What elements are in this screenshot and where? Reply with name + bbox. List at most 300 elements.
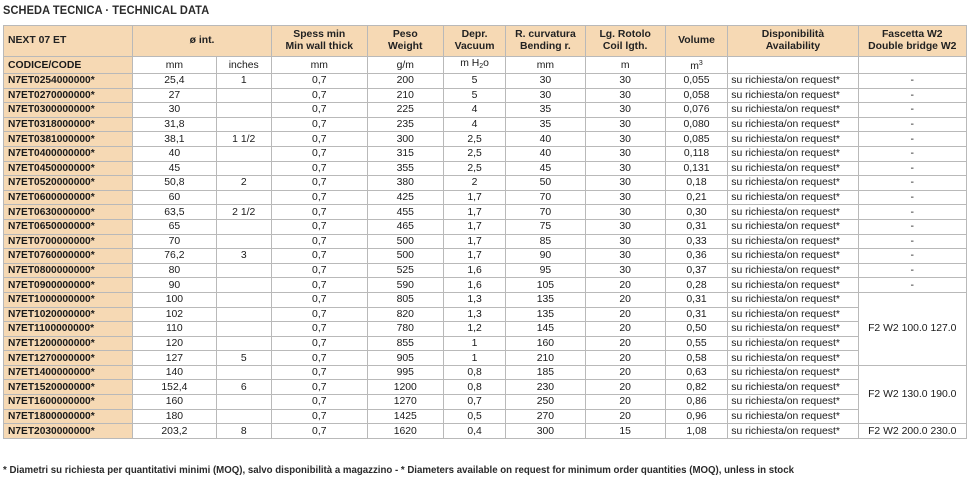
- availability: su richiesta/on request*: [728, 146, 858, 161]
- wall-header-en: Min wall thick: [285, 41, 354, 52]
- bending-radius: 135: [506, 292, 585, 307]
- diameter-inches: [216, 161, 271, 176]
- availability: su richiesta/on request*: [728, 132, 858, 147]
- table-row: [4, 409, 967, 424]
- wall-header-it: Spess min: [293, 29, 346, 40]
- wall-thickness: 0,7: [271, 103, 367, 118]
- bending-radius: 270: [506, 409, 585, 424]
- bridge-band: F2 W2 130.0 190.0: [858, 365, 966, 423]
- vacuum: 0,7: [443, 395, 506, 410]
- vacuum: 1,2: [443, 322, 506, 337]
- product-code: N7ET1000000000*: [4, 292, 133, 307]
- weight: 500: [367, 234, 443, 249]
- coil-length: 30: [585, 146, 665, 161]
- double-bridge: -: [858, 249, 966, 264]
- product-code: N7ET1100000000*: [4, 322, 133, 337]
- volume: 0,080: [665, 117, 728, 132]
- availability: su richiesta/on request*: [728, 176, 858, 191]
- product-code: N7ET0254000000*: [4, 74, 133, 89]
- table-row: [4, 88, 967, 103]
- units-row: [4, 57, 967, 74]
- volume: 0,30: [665, 205, 728, 220]
- weight: 210: [367, 88, 443, 103]
- weight: 355: [367, 161, 443, 176]
- unit-vacuum: [443, 57, 506, 74]
- table-row: [4, 146, 967, 161]
- unit-inches: inches: [216, 57, 271, 74]
- bending-radius: 145: [506, 322, 585, 337]
- wall-thickness: 0,7: [271, 132, 367, 147]
- product-code: N7ET1520000000*: [4, 380, 133, 395]
- double-bridge: -: [858, 146, 966, 161]
- vacuum: 1,7: [443, 190, 506, 205]
- volume: 0,076: [665, 103, 728, 118]
- diameter-mm: 63,5: [133, 205, 216, 220]
- coil-length: 20: [585, 336, 665, 351]
- vacuum-header-it: Depr.: [461, 29, 488, 40]
- vacuum: 2: [443, 176, 506, 191]
- product-code: N7ET0600000000*: [4, 190, 133, 205]
- vacuum: 1,6: [443, 263, 506, 278]
- header-row: [4, 26, 967, 57]
- coil-length: 20: [585, 395, 665, 410]
- wall-thickness: 0,7: [271, 176, 367, 191]
- diameter-inches: [216, 395, 271, 410]
- availability: su richiesta/on request*: [728, 161, 858, 176]
- coil-length: 20: [585, 322, 665, 337]
- product-code: N7ET0400000000*: [4, 146, 133, 161]
- weight: 465: [367, 219, 443, 234]
- bending-radius: 35: [506, 103, 585, 118]
- diameter-inches: 3: [216, 249, 271, 264]
- availability-header-en: Availability: [765, 41, 821, 52]
- coil-header: [585, 26, 665, 57]
- volume: 0,82: [665, 380, 728, 395]
- table-row: [4, 190, 967, 205]
- diameter-mm: 140: [133, 365, 216, 380]
- product-code: N7ET1600000000*: [4, 395, 133, 410]
- vacuum: 1,7: [443, 249, 506, 264]
- diameter-mm: 30: [133, 103, 216, 118]
- product-code: N7ET1400000000*: [4, 365, 133, 380]
- wall-thickness: 0,7: [271, 380, 367, 395]
- vacuum: 5: [443, 74, 506, 89]
- volume: 0,085: [665, 132, 728, 147]
- unit-wall: mm: [271, 57, 367, 74]
- coil-length: 30: [585, 88, 665, 103]
- volume: 0,21: [665, 190, 728, 205]
- double-bridge: -: [858, 74, 966, 89]
- availability: su richiesta/on request*: [728, 292, 858, 307]
- bending-radius: 300: [506, 424, 585, 439]
- diameter-inches: [216, 292, 271, 307]
- product-code: N7ET0630000000*: [4, 205, 133, 220]
- product-header: NEXT 07 ET: [4, 26, 133, 57]
- vacuum: 2,5: [443, 132, 506, 147]
- volume: 1,08: [665, 424, 728, 439]
- unit-bending: mm: [506, 57, 585, 74]
- table-row: [4, 380, 967, 395]
- diameter-inches: 8: [216, 424, 271, 439]
- weight: 905: [367, 351, 443, 366]
- product-code: N7ET2030000000*: [4, 424, 133, 439]
- availability: su richiesta/on request*: [728, 409, 858, 424]
- diameter-inches: 1 1/2: [216, 132, 271, 147]
- weight-header-it: Peso: [392, 29, 418, 40]
- diameter-mm: 25,4: [133, 74, 216, 89]
- vacuum: 0,5: [443, 409, 506, 424]
- coil-length: 20: [585, 307, 665, 322]
- diameter-mm: 160: [133, 395, 216, 410]
- vacuum: 1,7: [443, 205, 506, 220]
- volume: 0,118: [665, 146, 728, 161]
- diameter-inches: [216, 117, 271, 132]
- double-bridge: -: [858, 176, 966, 191]
- availability: su richiesta/on request*: [728, 249, 858, 264]
- availability: su richiesta/on request*: [728, 263, 858, 278]
- diameter-mm: 70: [133, 234, 216, 249]
- weight: 235: [367, 117, 443, 132]
- double-bridge: -: [858, 234, 966, 249]
- diameter-inches: [216, 88, 271, 103]
- table-row: [4, 132, 967, 147]
- coil-length: 30: [585, 263, 665, 278]
- diameter-inches: [216, 365, 271, 380]
- vacuum-header: [443, 26, 506, 57]
- bending-radius: 250: [506, 395, 585, 410]
- diameter-mm: 45: [133, 161, 216, 176]
- volume: 0,96: [665, 409, 728, 424]
- volume-header: Volume: [665, 26, 728, 57]
- table-row: [4, 205, 967, 220]
- wall-thickness: 0,7: [271, 117, 367, 132]
- technical-data-table: [3, 25, 967, 439]
- unit-volume-sup: 3: [698, 60, 703, 67]
- diameter-inches: 5: [216, 351, 271, 366]
- coil-header-en: Coil lgth.: [602, 41, 648, 52]
- vacuum: 5: [443, 88, 506, 103]
- weight: 805: [367, 292, 443, 307]
- diameter-mm: 40: [133, 146, 216, 161]
- diameter-mm: 27: [133, 88, 216, 103]
- code-column-label: CODICE/CODE: [4, 57, 133, 74]
- diameter-mm: 76,2: [133, 249, 216, 264]
- table-row: [4, 395, 967, 410]
- product-code: N7ET1200000000*: [4, 336, 133, 351]
- availability-header-it: Disponibilità: [761, 29, 825, 40]
- product-code: N7ET0900000000*: [4, 278, 133, 293]
- availability: su richiesta/on request*: [728, 117, 858, 132]
- diameter-mm: 50,8: [133, 176, 216, 191]
- volume: 0,55: [665, 336, 728, 351]
- vacuum: 1,3: [443, 307, 506, 322]
- double-bridge: -: [858, 190, 966, 205]
- wall-thickness: 0,7: [271, 292, 367, 307]
- diameter-mm: 38,1: [133, 132, 216, 147]
- weight: 315: [367, 146, 443, 161]
- wall-header: [271, 26, 367, 57]
- availability-header: [728, 26, 858, 57]
- wall-thickness: 0,7: [271, 219, 367, 234]
- diameter-inches: 2 1/2: [216, 205, 271, 220]
- double-bridge: -: [858, 205, 966, 220]
- bending-radius: 95: [506, 263, 585, 278]
- availability: su richiesta/on request*: [728, 205, 858, 220]
- coil-length: 30: [585, 205, 665, 220]
- coil-length: 30: [585, 74, 665, 89]
- weight-header: [367, 26, 443, 57]
- availability: su richiesta/on request*: [728, 74, 858, 89]
- diameter-mm: 100: [133, 292, 216, 307]
- diameter-inches: [216, 190, 271, 205]
- diameter-mm: 65: [133, 219, 216, 234]
- coil-length: 30: [585, 234, 665, 249]
- volume: 0,31: [665, 292, 728, 307]
- unit-volume: [665, 57, 728, 74]
- weight: 425: [367, 190, 443, 205]
- weight: 1620: [367, 424, 443, 439]
- coil-length: 30: [585, 190, 665, 205]
- double-bridge: -: [858, 161, 966, 176]
- unit-volume-base: m: [690, 61, 699, 72]
- double-bridge: F2 W2 200.0 230.0: [858, 424, 966, 439]
- availability: su richiesta/on request*: [728, 307, 858, 322]
- sheet-title: SCHEDA TECNICA · TECHNICAL DATA: [3, 3, 210, 17]
- availability: su richiesta/on request*: [728, 88, 858, 103]
- wall-thickness: 0,7: [271, 88, 367, 103]
- vacuum: 1,7: [443, 234, 506, 249]
- bridge-header-it: Fascetta W2: [881, 29, 943, 40]
- product-code: N7ET0450000000*: [4, 161, 133, 176]
- wall-thickness: 0,7: [271, 161, 367, 176]
- vacuum-header-en: Vacuum: [454, 41, 495, 52]
- vacuum: 1: [443, 351, 506, 366]
- coil-length: 30: [585, 249, 665, 264]
- availability: su richiesta/on request*: [728, 424, 858, 439]
- bridge-header-en: Double bridge W2: [868, 41, 957, 52]
- product-code: N7ET0760000000*: [4, 249, 133, 264]
- bending-header-en: Bending r.: [520, 41, 571, 52]
- availability: su richiesta/on request*: [728, 351, 858, 366]
- volume: 0,28: [665, 278, 728, 293]
- availability: su richiesta/on request*: [728, 278, 858, 293]
- volume: 0,37: [665, 263, 728, 278]
- diameter-mm: 90: [133, 278, 216, 293]
- diameter-inches: [216, 103, 271, 118]
- availability: su richiesta/on request*: [728, 336, 858, 351]
- vacuum: 1,6: [443, 278, 506, 293]
- weight: 1200: [367, 380, 443, 395]
- product-code: N7ET0700000000*: [4, 234, 133, 249]
- product-code: N7ET0650000000*: [4, 219, 133, 234]
- diameter-inches: [216, 278, 271, 293]
- volume: 0,058: [665, 88, 728, 103]
- vacuum: 2,5: [443, 146, 506, 161]
- table-row: [4, 103, 967, 118]
- coil-length: 15: [585, 424, 665, 439]
- table-row: [4, 365, 967, 380]
- coil-length: 20: [585, 380, 665, 395]
- double-bridge: -: [858, 88, 966, 103]
- table-row: [4, 234, 967, 249]
- table-row: [4, 292, 967, 307]
- vacuum: 1: [443, 336, 506, 351]
- table-row: [4, 424, 967, 439]
- unit-availability: [728, 57, 858, 74]
- coil-length: 20: [585, 292, 665, 307]
- availability: su richiesta/on request*: [728, 103, 858, 118]
- double-bridge: -: [858, 132, 966, 147]
- diameter-inches: [216, 263, 271, 278]
- wall-thickness: 0,7: [271, 307, 367, 322]
- diameter-mm: 152,4: [133, 380, 216, 395]
- volume: 0,31: [665, 219, 728, 234]
- bending-radius: 85: [506, 234, 585, 249]
- bending-radius: 75: [506, 219, 585, 234]
- table-row: [4, 336, 967, 351]
- availability: su richiesta/on request*: [728, 322, 858, 337]
- table-row: [4, 176, 967, 191]
- unit-vacuum-base: m H: [460, 58, 480, 69]
- bending-radius: 210: [506, 351, 585, 366]
- weight: 780: [367, 322, 443, 337]
- volume: 0,50: [665, 322, 728, 337]
- unit-mm: mm: [133, 57, 216, 74]
- wall-thickness: 0,7: [271, 351, 367, 366]
- wall-thickness: 0,7: [271, 336, 367, 351]
- coil-length: 20: [585, 365, 665, 380]
- table-row: [4, 263, 967, 278]
- unit-vacuum-tail: o: [483, 58, 489, 69]
- volume: 0,055: [665, 74, 728, 89]
- product-code: N7ET0520000000*: [4, 176, 133, 191]
- volume: 0,18: [665, 176, 728, 191]
- bending-radius: 90: [506, 249, 585, 264]
- diameter-mm: 60: [133, 190, 216, 205]
- coil-length: 30: [585, 117, 665, 132]
- weight: 1270: [367, 395, 443, 410]
- double-bridge: -: [858, 278, 966, 293]
- availability: su richiesta/on request*: [728, 380, 858, 395]
- bending-radius: 50: [506, 176, 585, 191]
- table-row: [4, 322, 967, 337]
- coil-length: 20: [585, 409, 665, 424]
- wall-thickness: 0,7: [271, 365, 367, 380]
- wall-thickness: 0,7: [271, 278, 367, 293]
- table-row: [4, 278, 967, 293]
- bending-radius: 30: [506, 88, 585, 103]
- diameter-inches: 6: [216, 380, 271, 395]
- availability: su richiesta/on request*: [728, 395, 858, 410]
- volume: 0,36: [665, 249, 728, 264]
- diameter-inches: [216, 219, 271, 234]
- table-row: [4, 249, 967, 264]
- diameter-mm: 102: [133, 307, 216, 322]
- product-code: N7ET0270000000*: [4, 88, 133, 103]
- coil-length: 30: [585, 176, 665, 191]
- weight-header-en: Weight: [388, 41, 423, 52]
- diameter-mm: 110: [133, 322, 216, 337]
- table-row: [4, 74, 967, 89]
- vacuum: 4: [443, 103, 506, 118]
- wall-thickness: 0,7: [271, 234, 367, 249]
- bending-radius: 160: [506, 336, 585, 351]
- product-code: N7ET1800000000*: [4, 409, 133, 424]
- bending-radius: 70: [506, 205, 585, 220]
- bending-radius: 40: [506, 132, 585, 147]
- vacuum: 0,8: [443, 380, 506, 395]
- wall-thickness: 0,7: [271, 146, 367, 161]
- diameter-mm: 80: [133, 263, 216, 278]
- bending-radius: 30: [506, 74, 585, 89]
- footnote: * Diametri su richiesta per quantitativi minimi (MOQ), salvo disponibilità a magazzino - * Diameters available on request for minimum order quantities (MOQ), unless in stock: [3, 465, 794, 476]
- volume: 0,131: [665, 161, 728, 176]
- table-row: [4, 117, 967, 132]
- product-code: N7ET0381000000*: [4, 132, 133, 147]
- weight: 995: [367, 365, 443, 380]
- availability: su richiesta/on request*: [728, 219, 858, 234]
- bending-radius: 230: [506, 380, 585, 395]
- availability: su richiesta/on request*: [728, 365, 858, 380]
- wall-thickness: 0,7: [271, 190, 367, 205]
- availability: su richiesta/on request*: [728, 190, 858, 205]
- double-bridge: -: [858, 219, 966, 234]
- weight: 455: [367, 205, 443, 220]
- product-code: N7ET0318000000*: [4, 117, 133, 132]
- table-row: [4, 351, 967, 366]
- double-bridge: -: [858, 103, 966, 118]
- coil-length: 30: [585, 161, 665, 176]
- diameter-mm: 127: [133, 351, 216, 366]
- wall-thickness: 0,7: [271, 322, 367, 337]
- product-code: N7ET0800000000*: [4, 263, 133, 278]
- vacuum: 2,5: [443, 161, 506, 176]
- wall-thickness: 0,7: [271, 424, 367, 439]
- weight: 855: [367, 336, 443, 351]
- weight: 200: [367, 74, 443, 89]
- bending-radius: 35: [506, 117, 585, 132]
- product-code: N7ET1020000000*: [4, 307, 133, 322]
- wall-thickness: 0,7: [271, 263, 367, 278]
- wall-thickness: 0,7: [271, 409, 367, 424]
- bridge-header: [858, 26, 966, 57]
- wall-thickness: 0,7: [271, 395, 367, 410]
- coil-length: 30: [585, 219, 665, 234]
- diameter-inches: [216, 336, 271, 351]
- diameter-header: ø int.: [133, 26, 272, 57]
- double-bridge: -: [858, 263, 966, 278]
- coil-header-it: Lg. Rotolo: [599, 29, 651, 40]
- table-row: [4, 219, 967, 234]
- bending-radius: 70: [506, 190, 585, 205]
- double-bridge: -: [858, 117, 966, 132]
- weight: 500: [367, 249, 443, 264]
- weight: 525: [367, 263, 443, 278]
- vacuum: 1,7: [443, 219, 506, 234]
- bending-radius: 45: [506, 161, 585, 176]
- coil-length: 20: [585, 278, 665, 293]
- diameter-mm: 31,8: [133, 117, 216, 132]
- wall-thickness: 0,7: [271, 74, 367, 89]
- diameter-inches: [216, 307, 271, 322]
- availability: su richiesta/on request*: [728, 234, 858, 249]
- table-row: [4, 307, 967, 322]
- diameter-inches: [216, 322, 271, 337]
- volume: 0,31: [665, 307, 728, 322]
- vacuum: 1,3: [443, 292, 506, 307]
- bending-radius: 105: [506, 278, 585, 293]
- coil-length: 30: [585, 132, 665, 147]
